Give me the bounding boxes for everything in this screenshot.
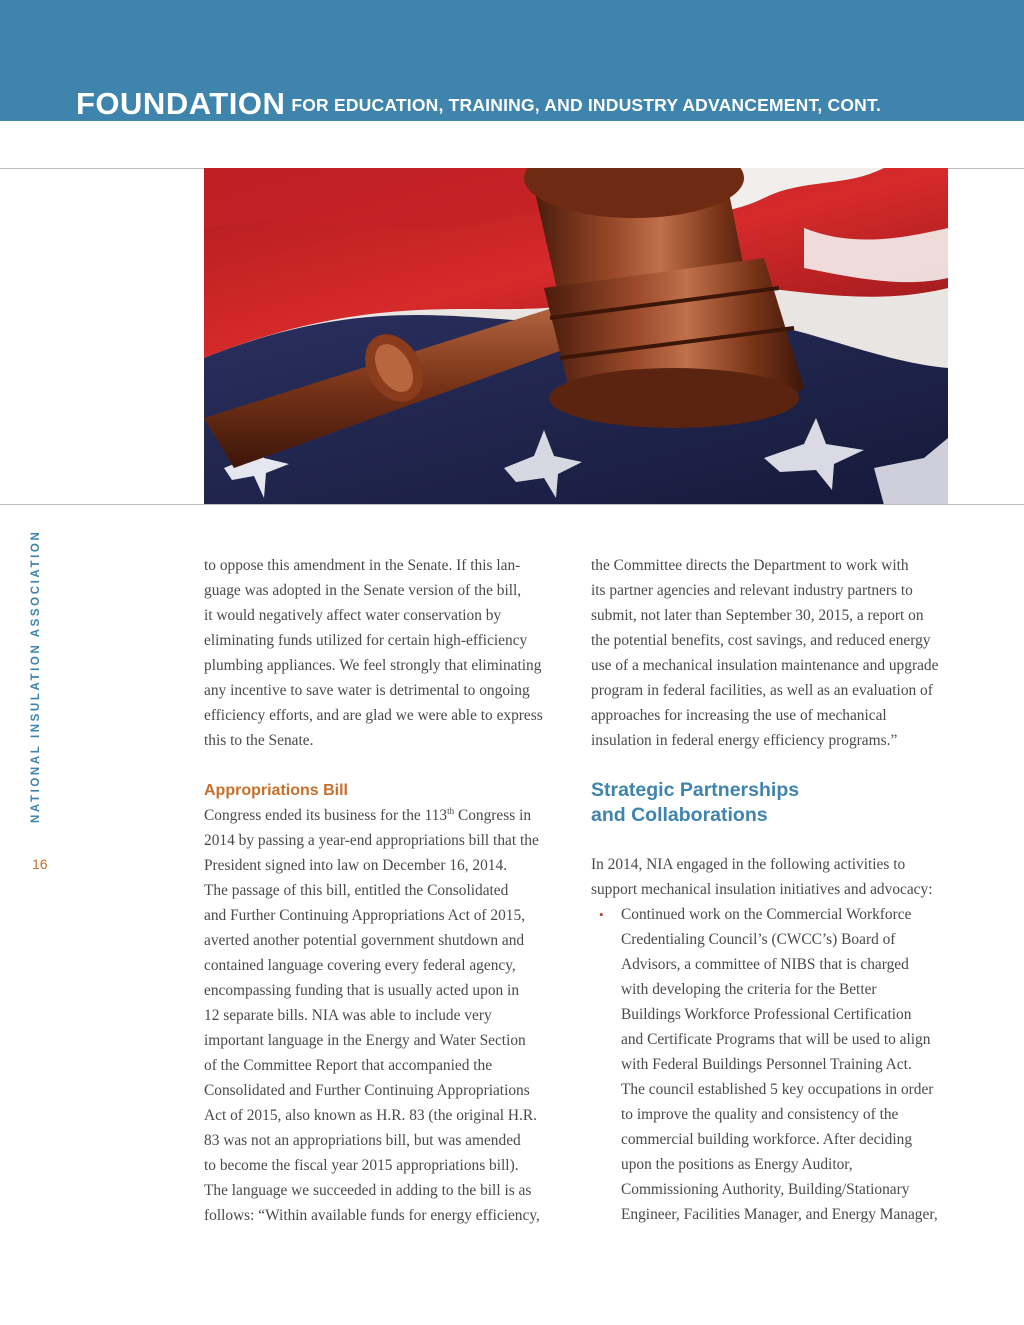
text-line: Commissioning Authority, Building/Stationary bbox=[621, 1181, 910, 1198]
text-line: important language in the Energy and Water Section bbox=[204, 1032, 526, 1049]
text-line: plumbing appliances. We feel strongly that eliminating bbox=[204, 657, 542, 674]
text-line: In 2014, NIA engaged in the following activities to bbox=[591, 856, 906, 873]
list-item bbox=[591, 902, 961, 1227]
text-line: commercial building workforce. After deciding bbox=[621, 1131, 913, 1148]
text-line: any incentive to save water is detrimental to ongoing bbox=[204, 682, 530, 699]
spacer bbox=[591, 828, 961, 852]
left-intro-paragraph bbox=[204, 553, 564, 753]
text-line: 12 separate bills. NIA was able to include very bbox=[204, 1007, 492, 1024]
spacer bbox=[204, 753, 564, 777]
text-line: of the Committee Report that accompanied the bbox=[204, 1057, 493, 1074]
page-number: 16 bbox=[32, 856, 48, 872]
right-intro-paragraph bbox=[591, 553, 961, 753]
appropriations-paragraph bbox=[204, 803, 564, 1228]
text-line: to improve the quality and consistency of the bbox=[621, 1106, 899, 1123]
page-header-title bbox=[76, 86, 881, 126]
text-line bbox=[204, 803, 564, 828]
text-line: Engineer, Facilities Manager, and Energy Manager, bbox=[621, 1206, 938, 1223]
heading-line: Strategic Partnerships bbox=[591, 779, 800, 801]
header-title-sub: FOR EDUCATION, TRAINING, AND INDUSTRY ADVANCEMENT, CONT. bbox=[291, 95, 882, 115]
text-line: efficiency efforts, and are glad we were able to express bbox=[204, 707, 543, 724]
text-line: encompassing funding that is usually acted upon in bbox=[204, 982, 520, 999]
section-heading-appropriations: Appropriations Bill bbox=[204, 782, 348, 799]
bottom-divider bbox=[0, 504, 1024, 505]
header-title-main: FOUNDATION bbox=[76, 86, 286, 121]
text-line: submit, not later than September 30, 2015, a report on bbox=[591, 607, 924, 624]
superscript: th bbox=[447, 805, 455, 816]
section-heading-partnerships bbox=[591, 778, 961, 828]
heading-line: and Collaborations bbox=[591, 804, 768, 826]
gavel-on-flag-image bbox=[204, 168, 948, 505]
text-line: insulation in federal energy efficiency programs.” bbox=[591, 732, 898, 749]
text-line: support mechanical insulation initiatives and advocacy: bbox=[591, 881, 933, 898]
text-line: to oppose this amendment in the Senate. If this lan- bbox=[204, 557, 521, 574]
text-line: 83 was not an appropriations bill, but was amended bbox=[204, 1132, 521, 1149]
text-line: with Federal Buildings Personnel Training Act. bbox=[621, 1056, 912, 1073]
text-line: averted another potential government shutdown and bbox=[204, 932, 525, 949]
text-line: the potential benefits, cost savings, and reduced energy bbox=[591, 632, 931, 649]
text-line: guage was adopted in the Senate version of the bill, bbox=[204, 582, 522, 599]
text-line: this to the Senate. bbox=[204, 732, 314, 749]
text-line: program in federal facilities, as well as an evaluation of bbox=[591, 682, 933, 699]
left-column bbox=[204, 553, 564, 1228]
text-fragment: Congress in bbox=[454, 807, 532, 824]
right-column bbox=[591, 553, 961, 1227]
text-line: contained language covering every federal agency, bbox=[204, 957, 516, 974]
text-line: eliminating funds utilized for certain high-efficiency bbox=[204, 632, 528, 649]
spacer bbox=[591, 753, 961, 777]
organization-name-vertical: NATIONAL INSULATION ASSOCIATION bbox=[30, 529, 42, 823]
text-line: Continued work on the Commercial Workforce bbox=[621, 906, 912, 923]
text-fragment: Congress ended its business for the 113 bbox=[204, 807, 448, 824]
text-line: the Committee directs the Department to work with bbox=[591, 557, 909, 574]
text-line: Consolidated and Further Continuing Appropriations bbox=[204, 1082, 530, 1099]
text-line: follows: “Within available funds for energy efficiency, bbox=[204, 1207, 540, 1224]
partnerships-paragraph bbox=[591, 852, 961, 902]
text-line: use of a mechanical insulation maintenance and upgrade bbox=[591, 657, 939, 674]
text-line: Buildings Workforce Professional Certification bbox=[621, 1006, 912, 1023]
text-line: The passage of this bill, entitled the Consolidated bbox=[204, 882, 509, 899]
text-line: to become the fiscal year 2015 appropriations bill). bbox=[204, 1157, 519, 1174]
text-line: The language we succeeded in adding to the bill is as bbox=[204, 1182, 532, 1199]
text-line: and Further Continuing Appropriations Act of 2015, bbox=[204, 907, 526, 924]
text-line: with developing the criteria for the Better bbox=[621, 981, 877, 998]
text-line: Act of 2015, also known as H.R. 83 (the original H.R. bbox=[204, 1107, 537, 1124]
text-line: Advisors, a committee of NIBS that is charged bbox=[621, 956, 909, 973]
text-line: The council established 5 key occupations in order bbox=[621, 1081, 934, 1098]
text-line: upon the positions as Energy Auditor, bbox=[621, 1156, 853, 1173]
text-line: President signed into law on December 16, 2014. bbox=[204, 857, 508, 874]
text-line: its partner agencies and relevant industry partners to bbox=[591, 582, 913, 599]
text-line: approaches for increasing the use of mechanical bbox=[591, 707, 887, 724]
bullet-icon: • bbox=[599, 907, 604, 922]
text-line: it would negatively affect water conservation by bbox=[204, 607, 502, 624]
text-line: 2014 by passing a year-end appropriations bill that the bbox=[204, 832, 539, 849]
text-line: Credentialing Council’s (CWCC’s) Board of bbox=[621, 931, 896, 948]
text-line: and Certificate Programs that will be used to align bbox=[621, 1031, 931, 1048]
